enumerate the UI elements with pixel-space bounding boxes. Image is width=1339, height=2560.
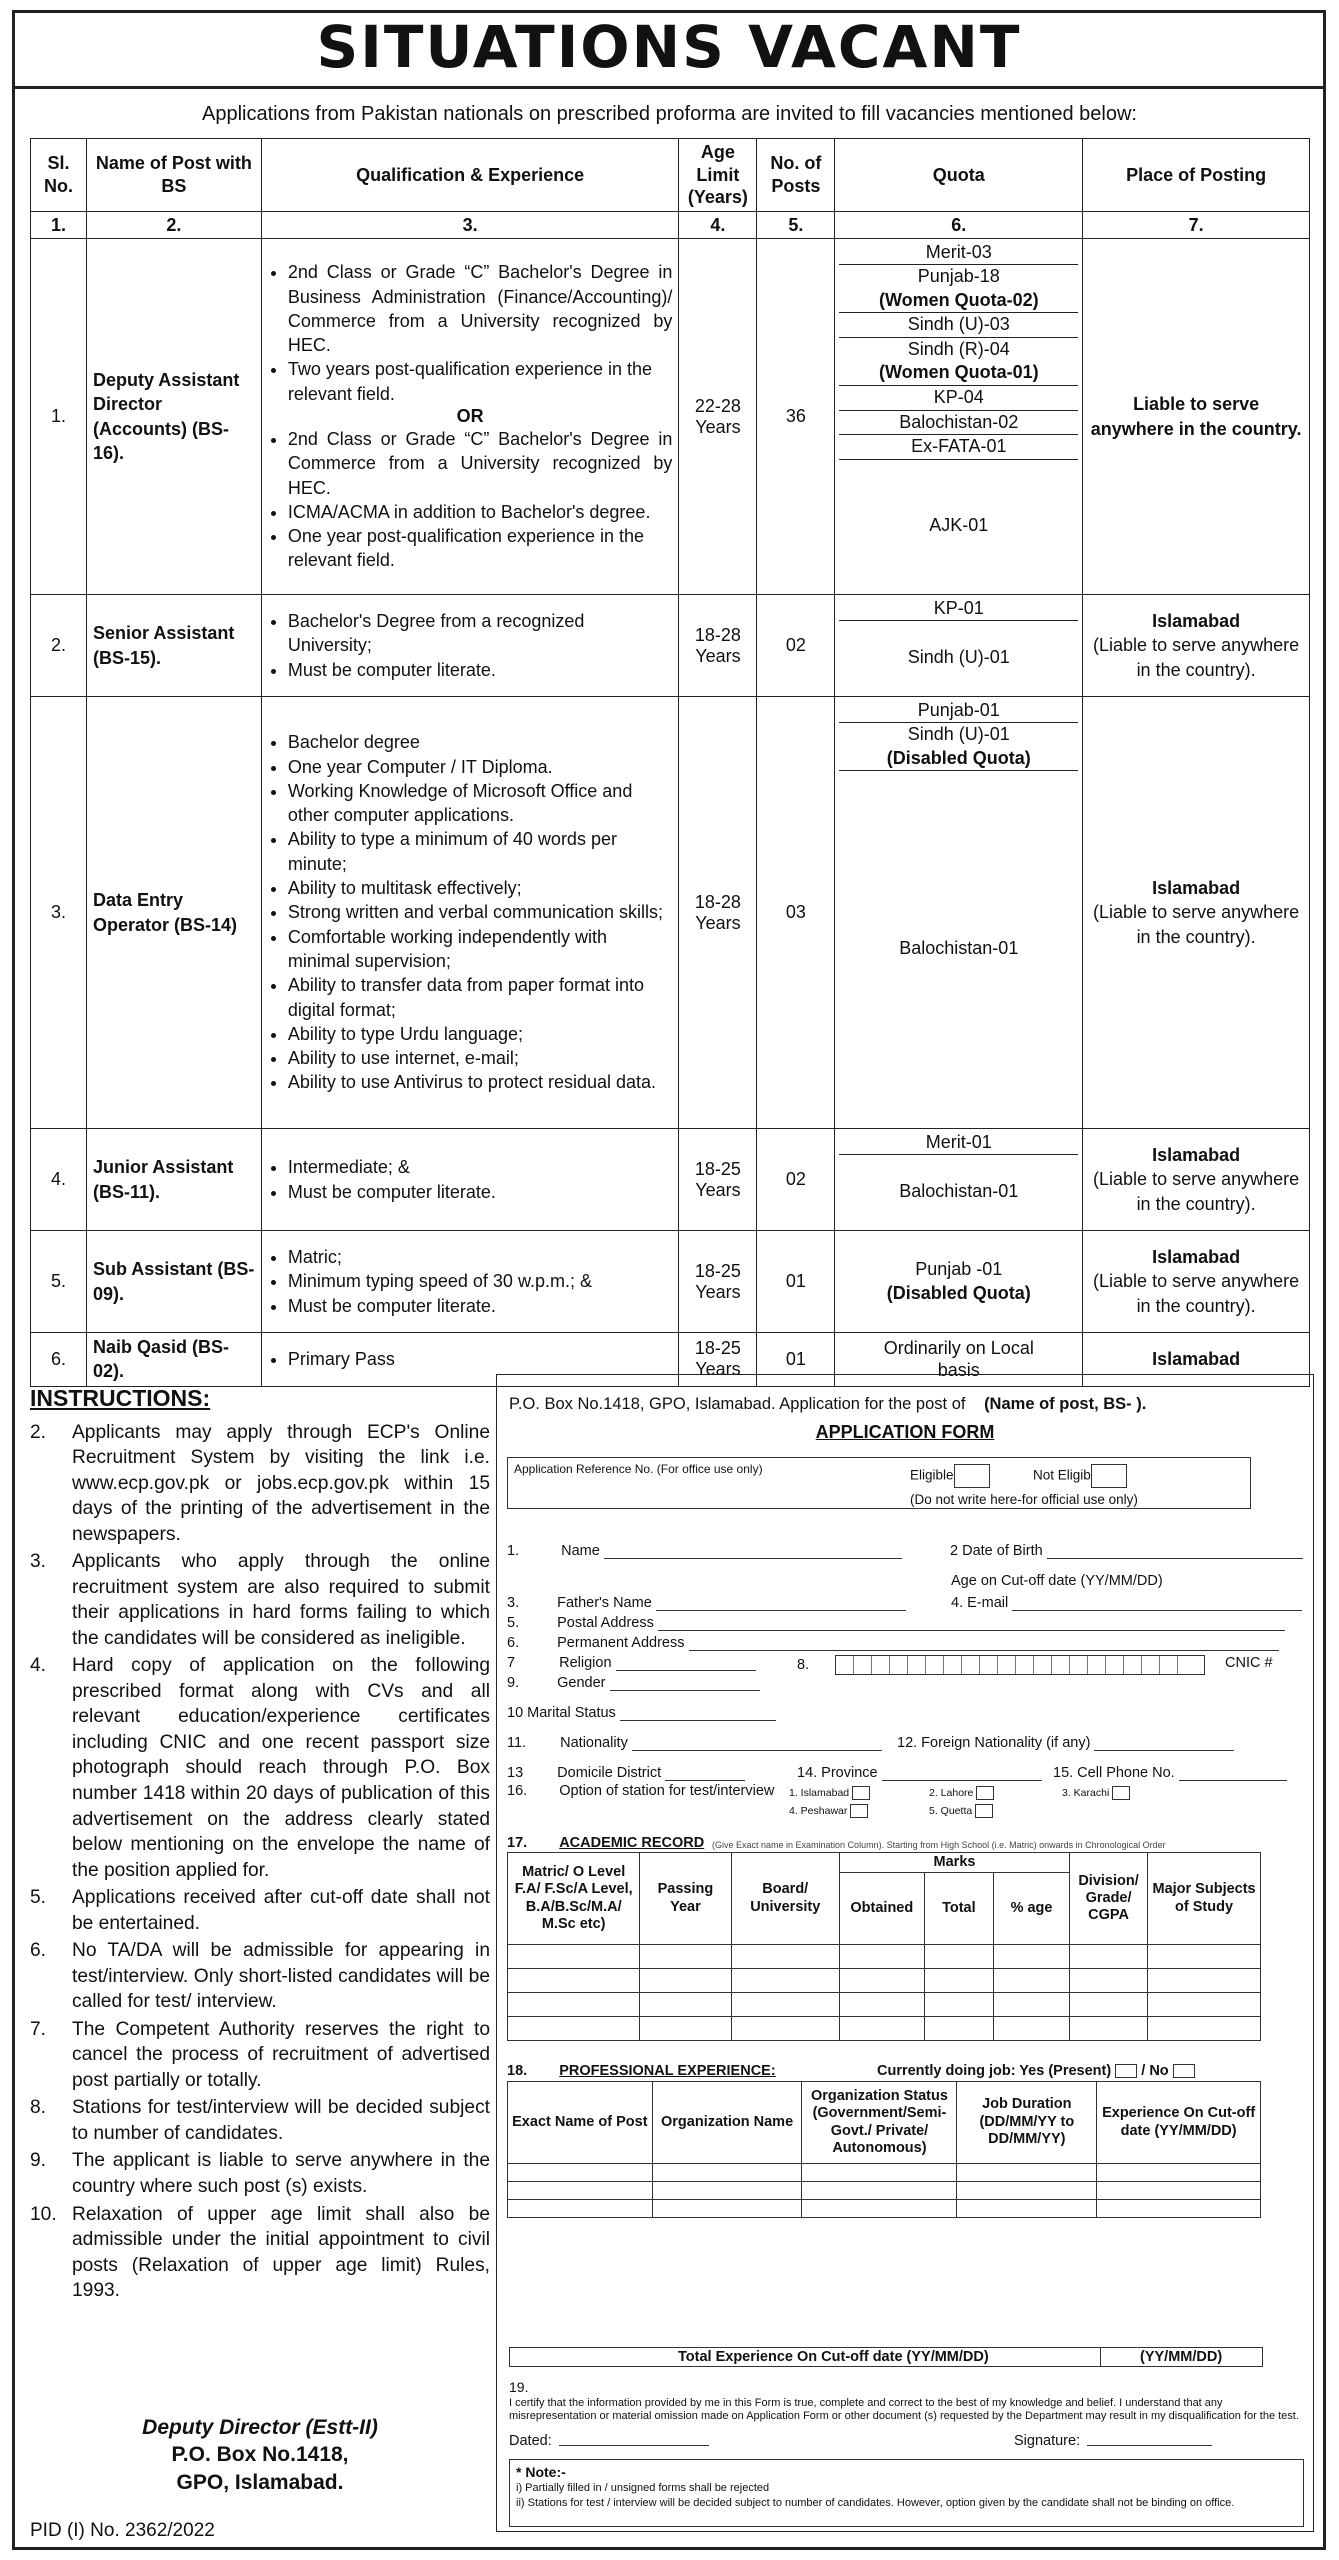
application-form <box>496 1374 1314 2532</box>
quota-item: Punjab-18 <box>917 266 1000 287</box>
father-label: Father's Name <box>557 1595 652 1611</box>
currently-label: Currently doing job: Yes (Present) <box>877 2063 1112 2079</box>
instruction-item <box>30 2095 490 2146</box>
field-number: 18. <box>507 2063 528 2079</box>
instruction-number: 7. <box>30 2018 47 2040</box>
field-gender <box>507 1675 760 1691</box>
signature-title: Deputy Director (Estt-II) <box>142 2416 378 2439</box>
row-quota <box>835 1231 1083 1333</box>
office-ref-label: Application Reference No. (For office use only) <box>514 1462 763 1476</box>
row-post: Senior Assistant (BS-15). <box>86 595 261 697</box>
prof-col-post: Exact Name of Post <box>508 2082 653 2164</box>
instruction-item <box>30 1885 490 1936</box>
qualification-item: • Ability to type Urdu language; <box>288 1022 673 1046</box>
certification-block <box>509 2379 1304 2452</box>
field-domicile <box>507 1765 745 1781</box>
currently-doing-job <box>877 2063 1195 2079</box>
instruction-text: Applicants may apply through ECP's Online Recruitment System by visiting the link i.e. www.ecp.gov.pk or jobs.ecp.gov.pk within 15 days of the printing of the advertisement in the newspapers. <box>72 1421 490 1545</box>
qualification-item: • One year Computer / IT Diploma. <box>288 755 673 779</box>
academic-row[interactable] <box>508 1969 1261 1993</box>
posting-note: (Liable to serve anywhere in the country). <box>1093 635 1300 680</box>
row-post: Data Entry Operator (BS-14) <box>86 697 261 1129</box>
field-number: 11. <box>507 1735 527 1751</box>
note-item: i) Partially filled in / unsigned forms shall be rejected <box>516 2482 770 2495</box>
instruction-text: Applications received after cut-off date shall not be entertained. <box>72 1887 490 1934</box>
academic-col-subjects: Major Subjects of Study <box>1148 1853 1261 1945</box>
posting-note: (Liable to serve anywhere in the country). <box>1093 1271 1300 1316</box>
qualification-item: • Working Knowledge of Microsoft Office and other computer applications. <box>288 779 673 828</box>
note-item: ii) Stations for test / interview will be decided subject to number of candidates. However, option given by the candidate shall not be binding on office. <box>516 2496 1235 2509</box>
row-qualification <box>261 697 679 1129</box>
station-islamabad <box>789 1786 870 1800</box>
row-qualification <box>261 1129 679 1231</box>
row-age: 18-28 Years <box>679 595 757 697</box>
instruction-text: Relaxation of upper age limit shall also be admissible under the initial appointment to civil posts (Relaxation of upper age limit) Rules, 1993. <box>72 2203 490 2302</box>
row-sl: 1. <box>31 239 87 595</box>
instruction-item <box>30 1653 490 1883</box>
religion-label: Religion <box>559 1655 612 1671</box>
posting-place: Islamabad <box>1152 611 1241 632</box>
academic-note: (Give Exact name in Examination Column). Starting from High School (i.e. Matric) onwards in Chronological Order <box>712 1840 1166 1850</box>
field-permanent <box>507 1635 1279 1651</box>
posting-place: Liable to serve anywhere in the country. <box>1090 394 1302 439</box>
quota-item: Sindh (U)-01 <box>907 647 1010 667</box>
not-eligible-label: Not Eligib <box>1033 1467 1091 1483</box>
row-age: 18-25 Years <box>679 1333 757 1387</box>
row-posting <box>1083 697 1310 1129</box>
qualification-item: • Ability to use Antivirus to protect residual data. <box>288 1070 673 1094</box>
cell-input[interactable] <box>1179 1769 1287 1781</box>
field-number: 6. <box>507 1635 520 1651</box>
instructions-list <box>30 1420 490 2304</box>
professional-title: PROFESSIONAL EXPERIENCE: <box>559 2063 776 2079</box>
academic-row[interactable] <box>508 1993 1261 2017</box>
station-quetta-checkbox[interactable] <box>975 1804 993 1818</box>
form-heading: APPLICATION FORM <box>815 1422 995 1442</box>
station-karachi <box>1062 1786 1130 1800</box>
academic-table <box>507 1852 1261 2041</box>
row-quota <box>835 1129 1083 1231</box>
field-province <box>797 1765 1042 1781</box>
instruction-number: 8. <box>30 2097 47 2119</box>
permanent-label: Permanent Address <box>557 1635 685 1651</box>
field-number: 3. <box>507 1595 520 1611</box>
currently-yes-checkbox[interactable] <box>1115 2064 1137 2078</box>
email-input[interactable] <box>1012 1599 1302 1611</box>
professional-section-title <box>507 2063 776 2079</box>
prof-col-status: Organization Status (Government/Semi-Govt./ Private/ Autonomous) <box>802 2082 957 2164</box>
qualification-item: • Strong written and verbal communication skills; <box>288 900 673 924</box>
instruction-number: 6. <box>30 1940 47 1962</box>
row-posting <box>1083 595 1310 697</box>
row-post: Deputy Assistant Director (Accounts) (BS-16). <box>86 239 261 595</box>
station-quetta <box>929 1804 993 1818</box>
col-header-quota: Quota <box>835 139 1083 212</box>
row-quota <box>835 239 1083 595</box>
instruction-text: Applicants who apply through the online recruitment system are also required to submit their applications in hard forms failing to which the candidates will be considered as ineligible. <box>72 1551 490 1649</box>
posting-note: (Liable to serve anywhere in the country). <box>1093 1169 1300 1214</box>
title-divider <box>15 86 1323 89</box>
posting-note: (Liable to serve anywhere in the country). <box>1093 902 1300 947</box>
station-peshawar <box>789 1804 868 1818</box>
quota-item: Balochistan-02 <box>839 411 1078 436</box>
gender-input[interactable] <box>610 1679 760 1691</box>
total-experience-row <box>509 2347 1263 2367</box>
signature-line1: P.O. Box No.1418, <box>171 2443 349 2467</box>
cell-label: 15. Cell Phone No. <box>1053 1765 1175 1781</box>
quota-item: Punjab -01 <box>915 1258 1003 1279</box>
col-number: 1. <box>31 211 87 239</box>
table-header-row <box>31 139 1310 212</box>
nationality-input[interactable] <box>632 1739 882 1751</box>
form-address: P.O. Box No.1418, GPO, Islamabad. Application for the post of <box>509 1395 966 1413</box>
postal-input[interactable] <box>658 1619 1285 1631</box>
field-number: 1. <box>507 1543 520 1559</box>
office-use-note: (Do not write here-for official use only) <box>910 1492 1138 1507</box>
quota-item: Ordinarily on Local basis <box>883 1337 1034 1381</box>
academic-col-year: Passing Year <box>640 1853 731 1945</box>
station-label: Option of station for test/interview <box>559 1783 775 1799</box>
station-lahore-checkbox[interactable] <box>976 1786 994 1800</box>
quota-item: Balochistan-01 <box>899 938 1019 959</box>
row-post: Sub Assistant (BS-09). <box>86 1231 261 1333</box>
row-posts: 02 <box>757 1129 835 1231</box>
col-header-sl: Sl. No. <box>31 139 87 212</box>
qualification-item: • Comfortable working independently with minimal supervision; <box>288 925 673 974</box>
domicile-label: Domicile District <box>557 1765 662 1781</box>
row-sl: 6. <box>31 1333 87 1387</box>
table-row <box>31 1129 1310 1231</box>
row-qualification <box>261 239 679 595</box>
name-input[interactable] <box>604 1547 902 1559</box>
quota-item: (Disabled Quota) <box>886 1282 1031 1303</box>
quota-item: (Women Quota-01) <box>839 361 1078 386</box>
signature-label: Signature: <box>1014 2433 1081 2449</box>
station-lahore <box>929 1786 994 1800</box>
row-age: 22-28 Years <box>679 239 757 595</box>
cnic-input[interactable] <box>835 1655 1205 1675</box>
row-quota <box>835 595 1083 697</box>
dob-input[interactable] <box>1047 1547 1303 1559</box>
eligible-field <box>910 1464 990 1488</box>
field-number: 13 <box>507 1765 524 1781</box>
instructions-section <box>30 1383 490 2306</box>
station-karachi-label: 3. Karachi <box>1062 1786 1110 1799</box>
professional-row[interactable] <box>508 2200 1261 2218</box>
instruction-item <box>30 2202 490 2304</box>
dob-label: 2 Date of Birth <box>950 1543 1043 1559</box>
row-sl: 2. <box>31 595 87 697</box>
qualification-item: • Ability to transfer data from paper format into digital format; <box>288 973 673 1022</box>
field-marital <box>507 1705 776 1721</box>
posting-place: Islamabad <box>1152 878 1241 899</box>
foreign-input[interactable] <box>1094 1739 1234 1751</box>
instruction-item <box>30 1549 490 1651</box>
field-number: 5. <box>507 1615 520 1631</box>
not-eligible-field <box>1033 1464 1127 1488</box>
col-number: 7. <box>1083 211 1310 239</box>
col-header-age: Age Limit (Years) <box>679 139 757 212</box>
signature-input[interactable] <box>1087 2434 1212 2446</box>
name-label: Name <box>561 1543 600 1559</box>
academic-row[interactable] <box>508 2017 1261 2041</box>
quota-item: Punjab-01 <box>839 699 1078 724</box>
professional-row[interactable] <box>508 2164 1261 2182</box>
qualification-item: • Ability to multitask effectively; <box>288 876 673 900</box>
row-age: 18-25 Years <box>679 1129 757 1231</box>
qualification-item: • Primary Pass <box>288 1347 673 1371</box>
marital-label: 10 Marital Status <box>507 1705 616 1721</box>
station-quetta-label: 5. Quetta <box>929 1804 973 1817</box>
row-post: Junior Assistant (BS-11). <box>86 1129 261 1231</box>
academic-col-division: Division/ Grade/ CGPA <box>1070 1853 1148 1945</box>
instruction-text: Stations for test/interview will be decided subject to number of candidates. <box>72 2097 490 2144</box>
instruction-item <box>30 2017 490 2094</box>
col-header-posts: No. of Posts <box>757 139 835 212</box>
certification-text: I certify that the information provided by me in this Form is true, complete and correct to the best of my knowledge and belief. I understand that any misrepresentation or material omission made on Application Form or other document (s) requested by the Department may result in my disqualification for the test. <box>509 2396 1299 2423</box>
quota-item: Balochistan-01 <box>899 1181 1019 1201</box>
form-top-line <box>509 1395 1299 1414</box>
quota-item: KP-01 <box>839 597 1078 622</box>
province-label: 14. Province <box>797 1765 878 1781</box>
field-cell <box>1053 1765 1287 1781</box>
col-number: 4. <box>679 211 757 239</box>
table-row <box>31 595 1310 697</box>
qualification-item: • 2nd Class or Grade “C” Bachelor's Degree in Commerce from a University recognized by HEC. <box>288 427 673 500</box>
currently-no-checkbox[interactable] <box>1173 2064 1195 2078</box>
province-input[interactable] <box>882 1769 1042 1781</box>
station-islamabad-label: 1. Islamabad <box>789 1786 850 1799</box>
qualification-item: • Matric; <box>288 1245 673 1269</box>
quota-item: (Women Quota-02) <box>839 289 1078 314</box>
nationality-label: Nationality <box>560 1735 628 1751</box>
instruction-item <box>30 1420 490 1548</box>
field-foreign <box>897 1735 1234 1751</box>
field-nationality <box>507 1735 882 1751</box>
row-posting <box>1083 1231 1310 1333</box>
academic-row[interactable] <box>508 1945 1261 1969</box>
station-peshawar-checkbox[interactable] <box>850 1804 868 1818</box>
field-station <box>507 1783 774 1799</box>
row-posts: 03 <box>757 697 835 1129</box>
field-number: 7 <box>507 1655 516 1671</box>
instruction-number: 5. <box>30 1887 47 1909</box>
row-posting <box>1083 1129 1310 1231</box>
field-number: 16. <box>507 1783 528 1799</box>
qualification-item: • Intermediate; & <box>288 1155 673 1179</box>
total-experience-label: Total Experience On Cut-off date (YY/MM/DD) <box>678 2349 989 2365</box>
field-number: 19. <box>509 2379 529 2395</box>
total-experience-value: (YY/MM/DD) <box>1140 2349 1223 2365</box>
not-eligible-checkbox[interactable] <box>1091 1464 1127 1488</box>
quota-item: (Disabled Quota) <box>839 747 1078 772</box>
col-header-post: Name of Post with BS <box>86 139 261 212</box>
qualification-item: • Must be computer literate. <box>288 1294 673 1318</box>
qualification-or: OR <box>456 406 484 426</box>
field-number: 17. <box>507 1835 528 1851</box>
col-number: 5. <box>757 211 835 239</box>
col-header-qualification: Qualification & Experience <box>261 139 679 212</box>
field-number: 9. <box>507 1675 520 1691</box>
prof-col-experience: Experience On Cut-off date (YY/MM/DD) <box>1097 2082 1261 2164</box>
row-qualification <box>261 1231 679 1333</box>
instruction-text: The applicant is liable to serve anywhere in the country where such post (s) exists. <box>72 2150 490 2197</box>
academic-section-title <box>507 1835 704 1851</box>
prof-col-duration: Job Duration (DD/MM/YY to DD/MM/YY) <box>957 2082 1097 2164</box>
religion-input[interactable] <box>616 1659 756 1671</box>
qualification-item: • One year post-qualification experience in the relevant field. <box>288 524 673 573</box>
instruction-text: The Competent Authority reserves the right to cancel the process of recruitment of advertised post partially or totally. <box>72 2018 490 2091</box>
qualification-item: • 2nd Class or Grade “C” Bachelor's Degree in Business Administration (Finance/Accounting)/ Commerce from a University recognized by HEC. <box>288 260 673 357</box>
station-karachi-checkbox[interactable] <box>1112 1786 1130 1800</box>
form-post-name: (Name of post, BS- ). <box>984 1395 1147 1413</box>
field-father <box>507 1595 906 1611</box>
row-qualification <box>261 595 679 697</box>
dated-label: Dated: <box>509 2433 552 2449</box>
dated-input[interactable] <box>559 2434 709 2446</box>
instruction-item <box>30 2148 490 2199</box>
quota-item: Sindh (U)-01 <box>907 724 1010 745</box>
instruction-item <box>30 1938 490 2015</box>
instruction-number: 3. <box>30 1551 47 1573</box>
row-sl: 3. <box>31 697 87 1129</box>
instruction-text: Hard copy of application on the following prescribed format along with CVs and all relevant education/experience certificates including CNIC and one recent passport size photograph should reach through P.O. Box number 1418 within 20 days of publication of this advertisement on the address clearly stated below mentioning on the envelope the name of the position applied for. <box>72 1655 490 1881</box>
date-signature-row <box>509 2432 1304 2452</box>
pid-number: PID (I) No. 2362/2022 <box>30 2520 215 2541</box>
professional-table <box>507 2081 1261 2218</box>
station-islamabad-checkbox[interactable] <box>852 1786 870 1800</box>
qualification-item: • Bachelor's Degree from a recognized University; <box>288 609 673 658</box>
col-number: 2. <box>86 211 261 239</box>
academic-col-board: Board/ University <box>731 1853 840 1945</box>
row-posting <box>1083 239 1310 595</box>
email-label: 4. E-mail <box>951 1595 1009 1611</box>
gender-label: Gender <box>557 1675 606 1691</box>
quota-item: Sindh (U)-03 <box>839 313 1078 338</box>
signature-block <box>30 2414 490 2496</box>
qualification-item: • Ability to use internet, e-mail; <box>288 1046 673 1070</box>
qualification-item: • Two years post-qualification experience in the relevant field. <box>288 357 673 406</box>
row-post: Naib Qasid (BS-02). <box>86 1333 261 1387</box>
posting-place: Islamabad <box>1152 1145 1241 1166</box>
col-number: 6. <box>835 211 1083 239</box>
quota-item: Sindh (R)-04 <box>907 338 1010 359</box>
quota-item: Merit-01 <box>839 1131 1078 1156</box>
academic-title: ACADEMIC RECORD <box>559 1835 705 1851</box>
quota-item: Ex-FATA-01 <box>839 435 1078 460</box>
instructions-heading: INSTRUCTIONS: <box>30 1385 211 1411</box>
qualification-item: • Minimum typing speed of 30 w.p.m.; & <box>288 1269 673 1293</box>
table-row <box>31 239 1310 595</box>
currently-no-label: / No <box>1141 2063 1169 2079</box>
vacancy-table <box>30 138 1310 1387</box>
field-number: 8. <box>797 1656 810 1673</box>
qualification-item: • Must be computer literate. <box>288 1180 673 1204</box>
row-posts: 36 <box>757 239 835 595</box>
office-use-box <box>507 1457 1251 1509</box>
field-name <box>507 1543 902 1559</box>
instruction-number: 10. <box>30 2203 57 2225</box>
table-row <box>31 697 1310 1129</box>
permanent-input[interactable] <box>689 1639 1279 1651</box>
professional-row[interactable] <box>508 2182 1261 2200</box>
instruction-number: 2. <box>30 1421 47 1443</box>
quota-item: KP-04 <box>839 386 1078 411</box>
eligible-checkbox[interactable] <box>954 1464 990 1488</box>
posting-place: Islamabad <box>1152 1247 1241 1268</box>
academic-col-percent: % age <box>994 1873 1070 1945</box>
instruction-number: 9. <box>30 2150 47 2172</box>
col-header-posting: Place of Posting <box>1083 139 1310 212</box>
station-peshawar-label: 4. Peshawar <box>789 1804 848 1817</box>
eligible-label: Eligible <box>910 1467 954 1483</box>
instruction-number: 4. <box>30 1655 47 1677</box>
quota-item: Merit-03 <box>839 241 1078 266</box>
qualification-item: • ICMA/ACMA in addition to Bachelor's degree. <box>288 500 673 524</box>
academic-col-exam: Matric/ O Level F.A/ F.Sc/A Level, B.A/B.Sc/M.A/ M.Sc etc) <box>508 1853 640 1945</box>
academic-col-obtained: Obtained <box>840 1873 925 1945</box>
row-posts: 01 <box>757 1333 835 1387</box>
row-posts: 02 <box>757 595 835 697</box>
academic-col-marks: Marks <box>840 1853 1070 1873</box>
station-lahore-label: 2. Lahore <box>929 1786 974 1799</box>
quota-item: AJK-01 <box>929 515 989 536</box>
domicile-input[interactable] <box>665 1769 745 1781</box>
note-title: * Note:- <box>516 2464 566 2480</box>
row-posts: 01 <box>757 1231 835 1333</box>
age-cutoff-label: Age on Cut-off date (YY/MM/DD) <box>951 1573 1163 1589</box>
instruction-text: No TA/DA will be admissible for appearing in test/interview. Only short-listed candidates will be called for test/ interview. <box>72 1940 490 2013</box>
table-row <box>31 1231 1310 1333</box>
row-sl: 5. <box>31 1231 87 1333</box>
cnic-label: CNIC # <box>1225 1655 1273 1671</box>
page-title: SITUATIONS VACANT <box>316 13 1022 81</box>
col-number: 3. <box>261 211 679 239</box>
foreign-label: 12. Foreign Nationality (if any) <box>897 1735 1091 1751</box>
posting-place: Islamabad <box>1152 1349 1241 1370</box>
intro-text: Applications from Pakistan nationals on prescribed proforma are invited to fill vacancies mentioned below: <box>202 103 1137 125</box>
row-quota <box>835 697 1083 1129</box>
row-sl: 4. <box>31 1129 87 1231</box>
signature-line2: GPO, Islamabad. <box>176 2470 344 2494</box>
father-input[interactable] <box>656 1599 906 1611</box>
field-dob <box>950 1543 1303 1559</box>
row-age: 18-28 Years <box>679 697 757 1129</box>
table-number-row <box>31 211 1310 239</box>
prof-col-org: Organization Name <box>652 2082 802 2164</box>
qualification-item: • Bachelor degree <box>288 730 673 754</box>
postal-label: Postal Address <box>557 1615 654 1631</box>
academic-col-total: Total <box>924 1873 993 1945</box>
field-cnic <box>797 1655 1205 1675</box>
marital-input[interactable] <box>620 1709 776 1721</box>
row-age: 18-25 Years <box>679 1231 757 1333</box>
field-postal <box>507 1615 1285 1631</box>
field-email <box>951 1595 1302 1611</box>
form-note-box <box>509 2459 1304 2527</box>
field-religion <box>507 1655 756 1671</box>
qualification-item: • Ability to type a minimum of 40 words per minute; <box>288 827 673 876</box>
qualification-item: • Must be computer literate. <box>288 658 673 682</box>
